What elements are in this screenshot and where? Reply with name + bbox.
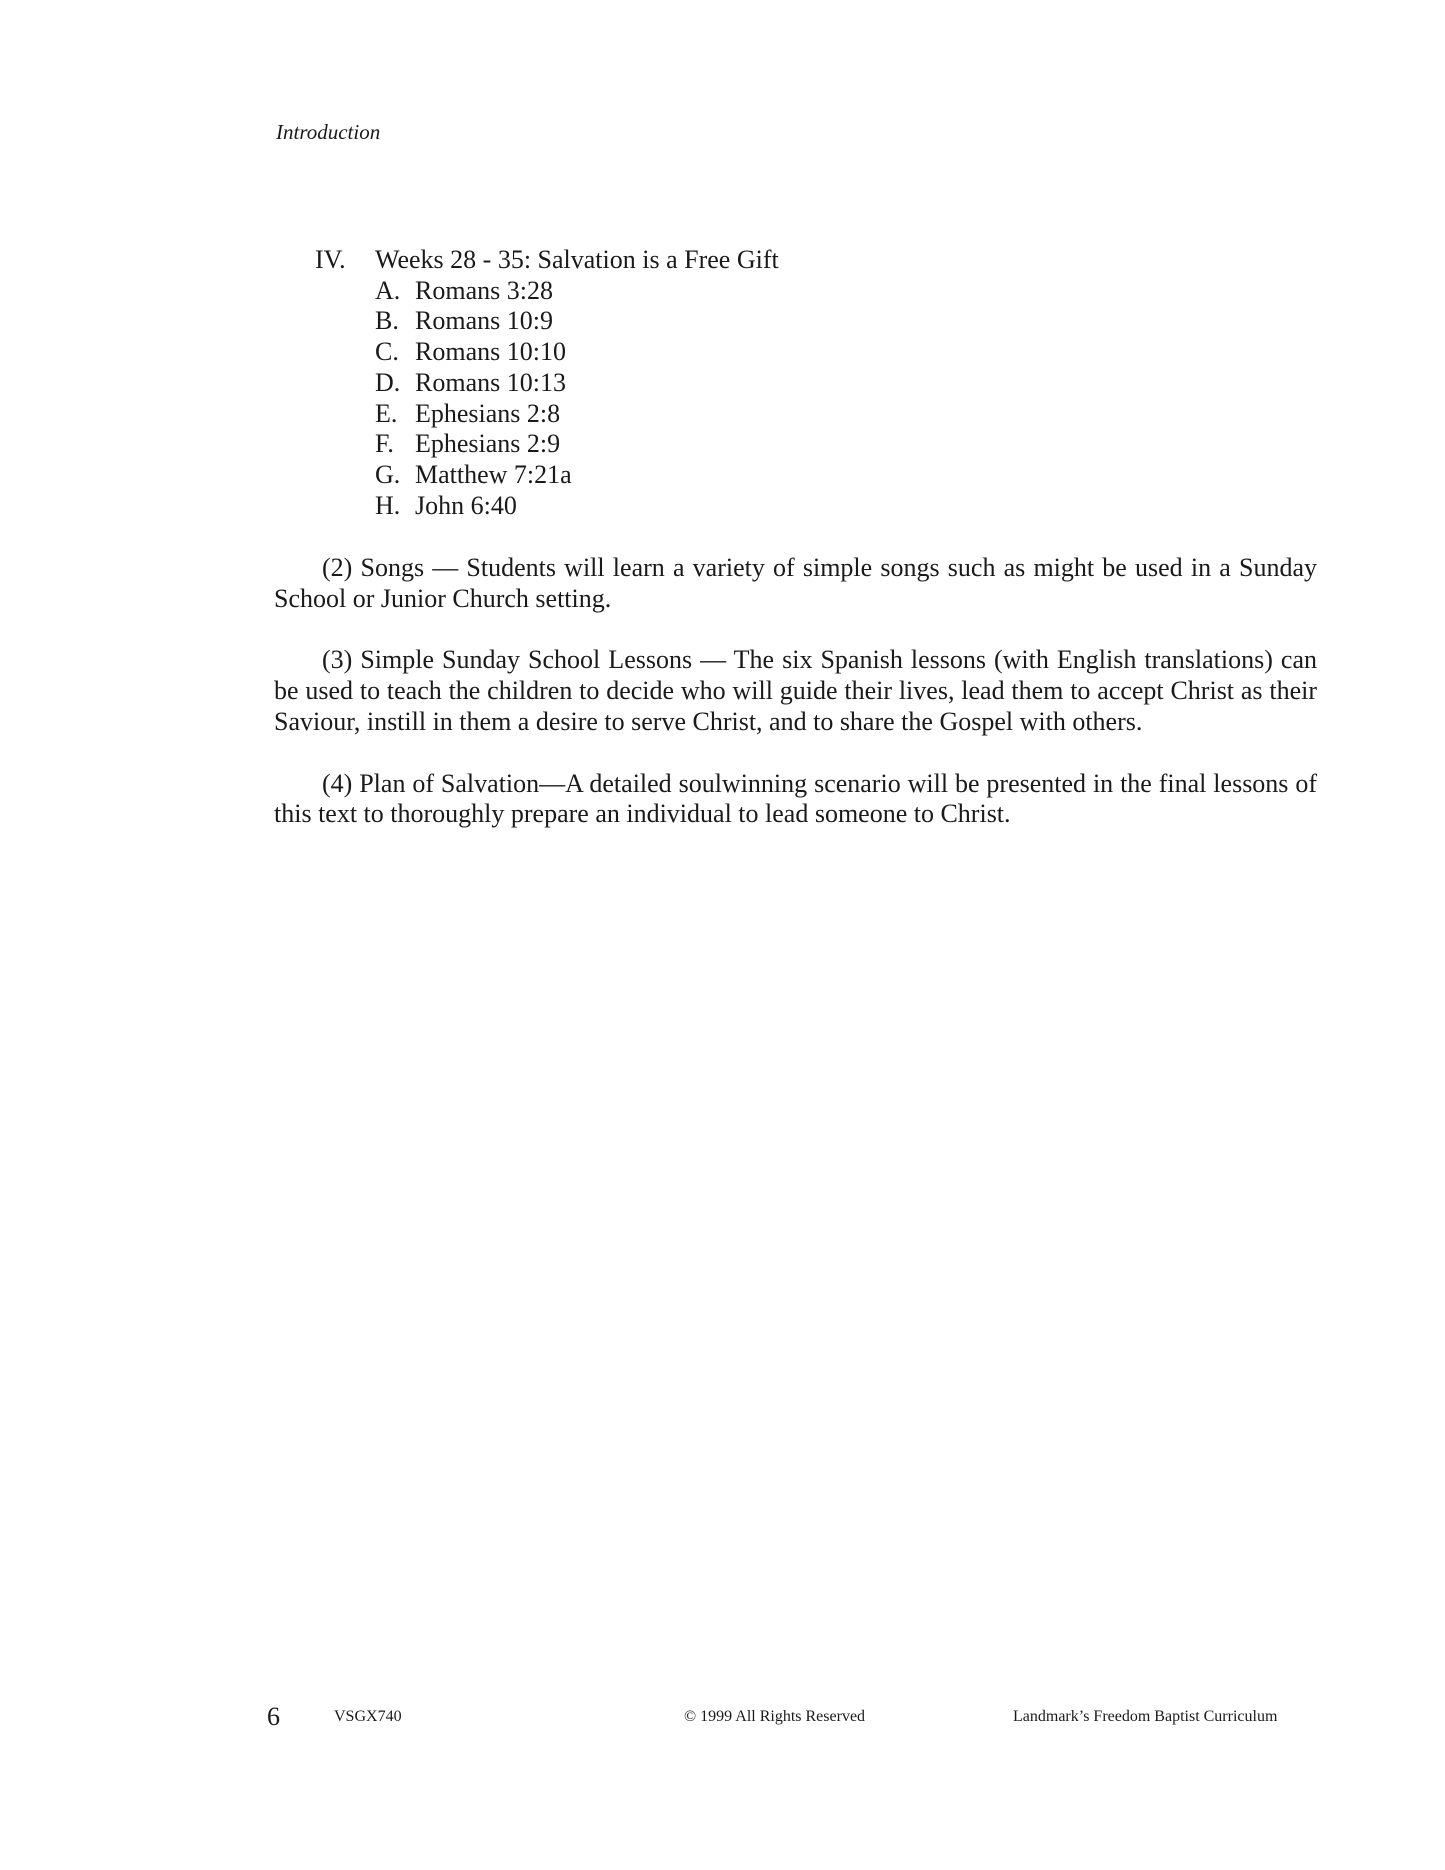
item-text: Romans 10:13 xyxy=(415,367,566,397)
list-item xyxy=(375,429,779,460)
paragraph-salvation: (4) Plan of Salvation—A detailed soulwinning scenario will be presented in the final lessons of this text to thoroughly prepare an individual to lead someone to Christ. xyxy=(274,768,1317,829)
list-item xyxy=(375,276,779,307)
item-text: Romans 10:9 xyxy=(415,306,553,336)
outline-section xyxy=(315,245,779,521)
body-text xyxy=(274,553,1317,861)
item-letter: A. xyxy=(375,275,401,305)
list-item xyxy=(375,368,779,399)
item-letter: H. xyxy=(375,490,401,520)
item-letter: C. xyxy=(375,337,399,367)
item-text: Ephesians 2:9 xyxy=(415,429,561,459)
paragraph-lessons: (3) Simple Sunday School Lessons — The six Spanish lessons (with English translations) can be used to teach the children to decide who will guide their lives, lead them to accept Christ as their Saviour, instill in them a desire to serve Christ, and to share the Gospel with others. xyxy=(274,645,1317,736)
publisher: Landmark’s Freedom Baptist Curriculum xyxy=(1013,1708,1278,1725)
outline-numeral: IV. xyxy=(315,245,346,274)
item-text: Romans 3:28 xyxy=(415,275,553,305)
item-text: Romans 10:10 xyxy=(415,337,566,367)
outline-title: Weeks 28 - 35: Salvation is a Free Gift xyxy=(375,245,779,274)
course-code: VSGX740 xyxy=(334,1708,402,1725)
list-item xyxy=(375,491,779,522)
item-letter: F. xyxy=(375,429,394,459)
list-item xyxy=(375,306,779,337)
paragraph-songs: (2) Songs — Students will learn a variety of simple songs such as might be used in a Sunday School or Junior Church setting. xyxy=(274,553,1317,613)
item-text: Matthew 7:21a xyxy=(415,459,572,489)
outline-heading xyxy=(315,245,779,276)
list-item xyxy=(375,399,779,430)
copyright: © 1999 All Rights Reserved xyxy=(684,1708,866,1725)
running-header: Introduction xyxy=(276,120,381,144)
item-text: John 6:40 xyxy=(415,490,517,520)
list-item xyxy=(375,337,779,368)
item-letter: D. xyxy=(375,367,401,397)
item-letter: E. xyxy=(375,398,398,428)
item-letter: B. xyxy=(375,306,399,336)
outline-items xyxy=(375,276,779,522)
page-number: 6 xyxy=(267,1702,280,1731)
item-text: Ephesians 2:8 xyxy=(415,398,561,428)
item-letter: G. xyxy=(375,459,401,489)
list-item xyxy=(375,460,779,491)
